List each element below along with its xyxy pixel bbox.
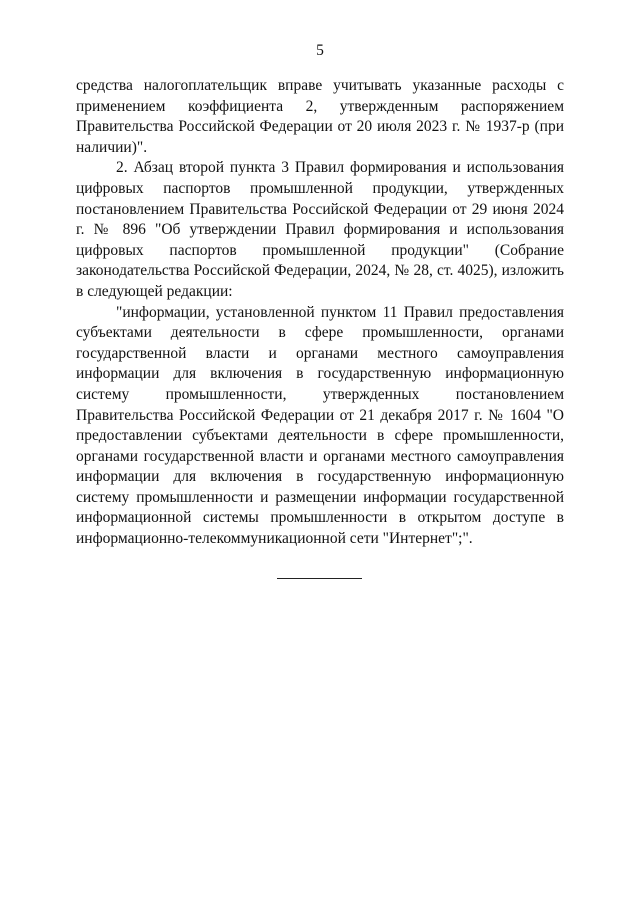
document-body — [76, 76, 564, 550]
paragraph-continuation: средства налогоплательщик вправе учитывать указанные расходы с применением коэффициента 2, утвержденным распоряжением Правительства Российской Федерации от 20 июля 2023 г. № 1937-р (при наличии)". — [76, 77, 564, 156]
paragraph-quoted-text: "информации, установленной пунктом 11 Правил предоставления субъектами деятельности в сфере промышленности, органами государственной власти и органами местного самоуправления информации для включения в государственную информационную систему промышленности, утвержденных постановлением Правительства Российской Федерации от 21 декабря 2017 г. № 1604 "О предоставлении субъектами деятельности в сфере промышленности, органами государственной власти и органами местного самоуправления информации для включения в государственную информационную систему промышленности и размещении информации государственной информационной системы промышленности в открытом доступе в информационно-телекоммуникационной сети "Интернет";". — [76, 303, 564, 548]
end-divider — [277, 578, 362, 579]
page-number: 5 — [316, 42, 324, 59]
paragraph-item-2: 2. Абзац второй пункта 3 Правил формирования и использования цифровых паспортов промышленной продукции, утвержденных постановлением Правительства Российской Федерации от 29 июня 2024 г. № 896 "Об утверждении Правил формирования и использования цифровых паспортов промышленной продукции" (Собрание законодательства Российской Федерации, 2024, № 28, ст. 4025), изложить в следующей редакции: — [76, 159, 564, 300]
